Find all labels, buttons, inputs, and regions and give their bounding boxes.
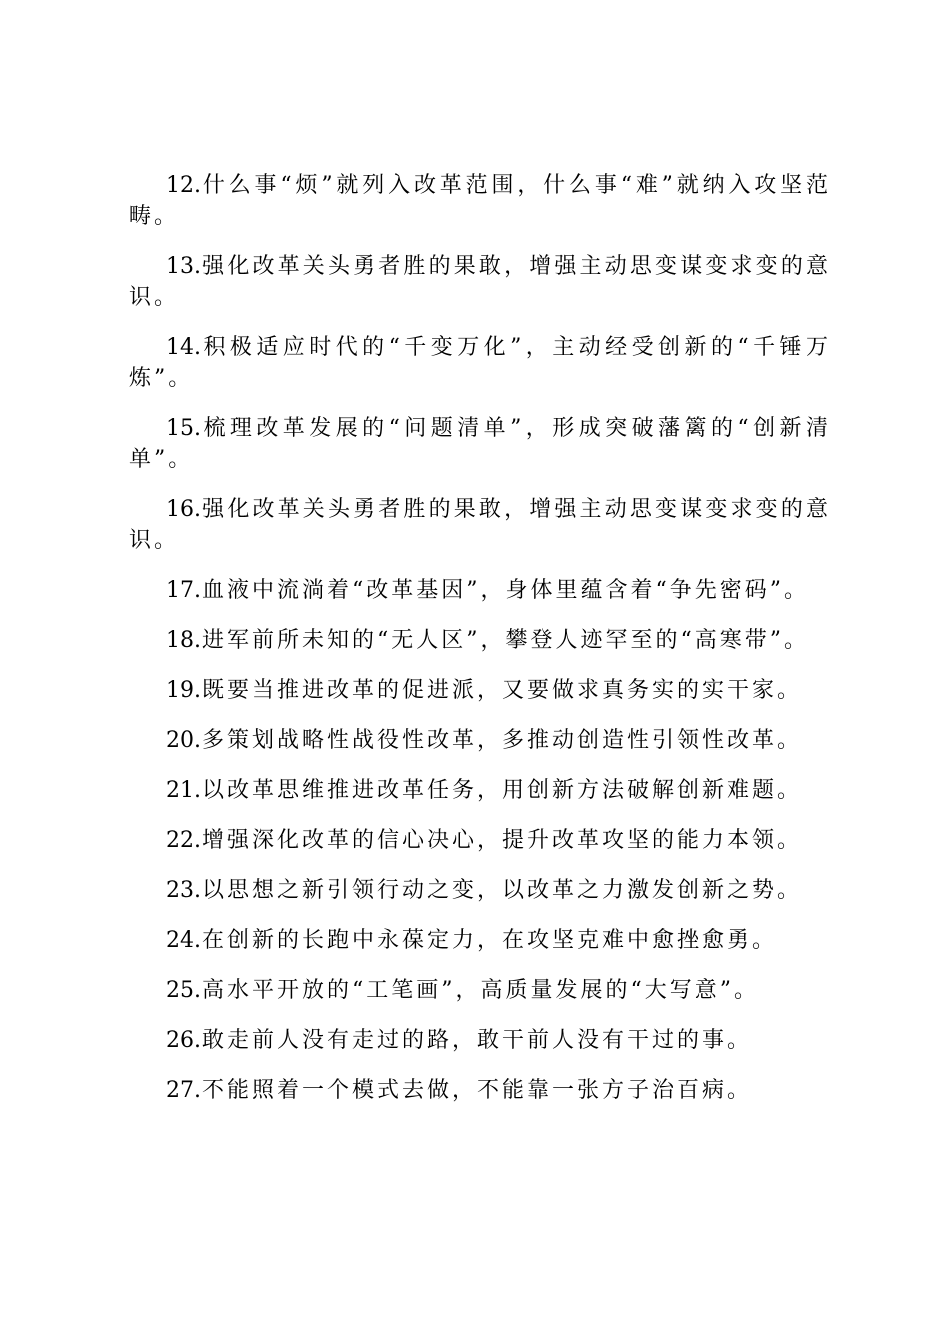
- item-text: 高水平开放的“工笔画”，高质量发展的“大写意”。: [202, 978, 759, 1003]
- item-number: 14.: [166, 335, 201, 360]
- item-text: 在创新的长跑中永葆定力，在攻坚克难中愈挫愈勇。: [202, 928, 778, 953]
- list-item: [129, 1075, 831, 1106]
- item-number: 26.: [166, 1028, 201, 1053]
- item-text: 积极适应时代的“千变万化”，主动经受创新的“千锤万炼”。: [129, 335, 831, 391]
- item-text: 增强深化改革的信心决心，提升改革攻坚的能力本领。: [202, 828, 803, 853]
- item-number: 22.: [166, 828, 201, 853]
- item-number: 15.: [166, 416, 201, 441]
- item-text: 多策划战略性战役性改革，多推动创造性引领性改革。: [202, 728, 803, 753]
- item-number: 16.: [166, 497, 201, 522]
- item-number: 19.: [166, 678, 201, 703]
- item-number: 13.: [166, 254, 201, 279]
- item-text: 强化改革关头勇者胜的果敢，增强主动思变谋变求变的意识。: [129, 254, 831, 310]
- list-item: [129, 775, 831, 806]
- item-text: 血液中流淌着“改革基因”，身体里蕴含着“争先密码”。: [202, 578, 809, 603]
- list-item: [129, 170, 831, 232]
- item-number: 17.: [166, 578, 201, 603]
- document-body: [129, 170, 831, 1125]
- item-text: 强化改革关头勇者胜的果敢，增强主动思变谋变求变的意识。: [129, 497, 831, 553]
- item-number: 25.: [166, 978, 201, 1003]
- item-text: 进军前所未知的“无人区”，攀登人迹罕至的“高寒带”。: [202, 628, 809, 653]
- item-number: 12.: [166, 173, 201, 198]
- list-item: [129, 675, 831, 706]
- list-item: [129, 413, 831, 475]
- list-item: [129, 575, 831, 606]
- list-item: [129, 925, 831, 956]
- list-item: [129, 1025, 831, 1056]
- item-number: 27.: [166, 1078, 201, 1103]
- item-text: 以思想之新引领行动之变，以改革之力激发创新之势。: [202, 878, 803, 903]
- list-item: [129, 494, 831, 556]
- list-item: [129, 725, 831, 756]
- item-text: 梳理改革发展的“问题清单”，形成突破藩篱的“创新清单”。: [129, 416, 831, 472]
- list-item: [129, 251, 831, 313]
- item-number: 24.: [166, 928, 201, 953]
- item-number: 18.: [166, 628, 201, 653]
- item-text: 以改革思维推进改革任务，用创新方法破解创新难题。: [202, 778, 803, 803]
- list-item: [129, 825, 831, 856]
- list-item: [129, 875, 831, 906]
- item-text: 敢走前人没有走过的路，敢干前人没有干过的事。: [202, 1028, 753, 1053]
- item-text: 不能照着一个模式去做，不能靠一张方子治百病。: [202, 1078, 753, 1103]
- list-item: [129, 975, 831, 1006]
- item-text: 既要当推进改革的促进派，又要做求真务实的实干家。: [202, 678, 803, 703]
- list-item: [129, 625, 831, 656]
- item-number: 21.: [166, 778, 201, 803]
- item-text: 什么事“烦”就列入改革范围，什么事“难”就纳入攻坚范畴。: [129, 173, 831, 229]
- item-number: 20.: [166, 728, 201, 753]
- item-number: 23.: [166, 878, 201, 903]
- list-item: [129, 332, 831, 394]
